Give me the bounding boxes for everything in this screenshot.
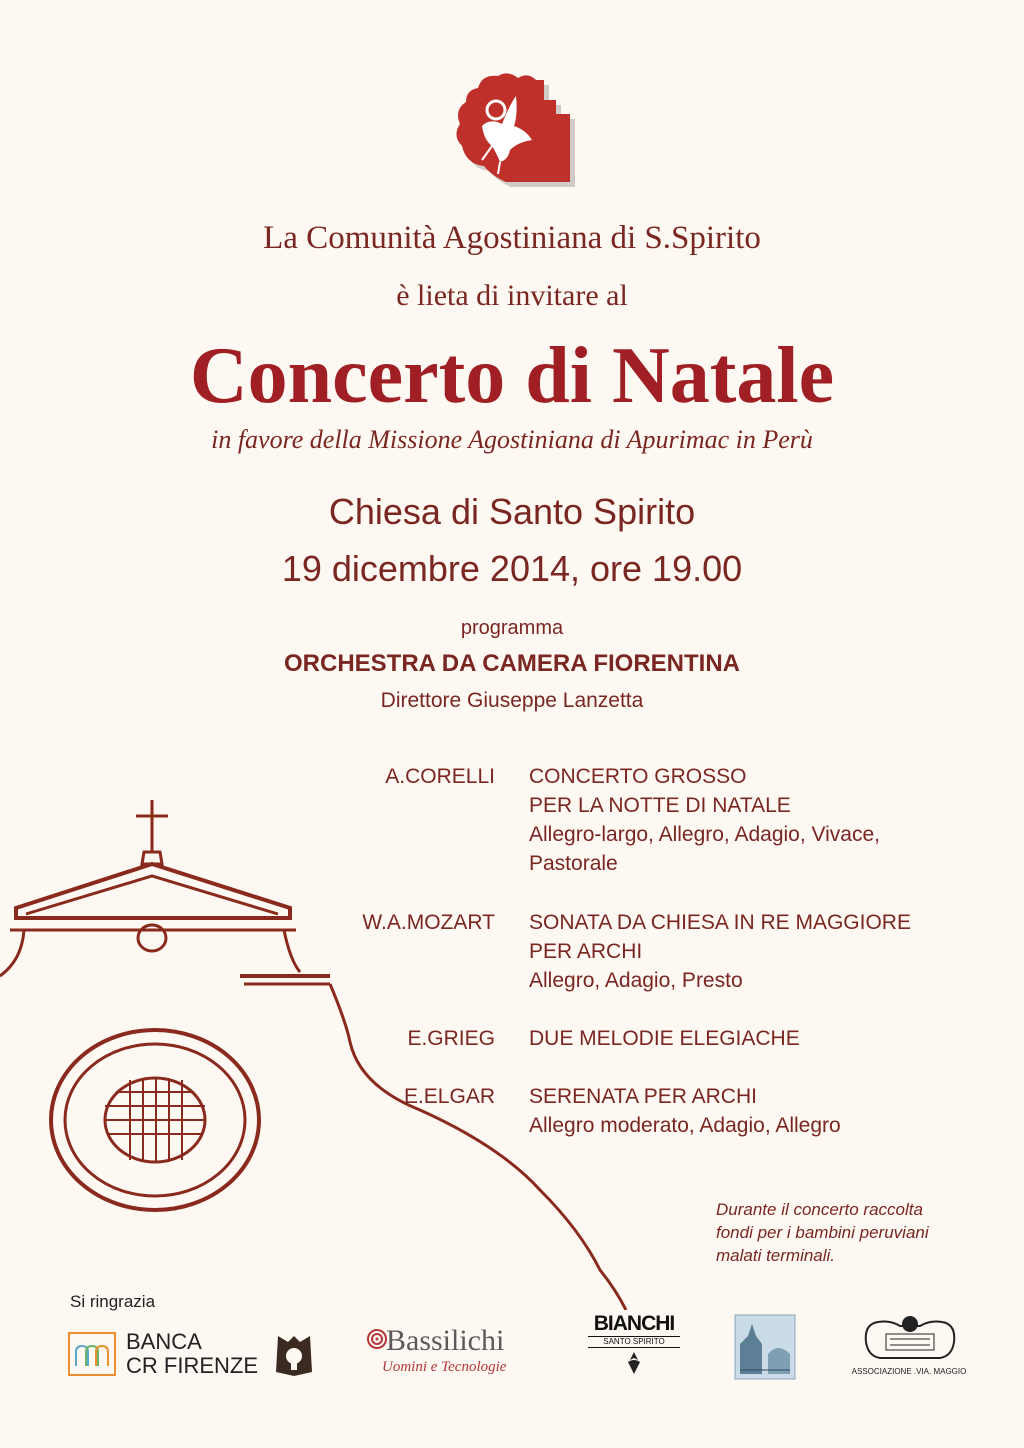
note-line: fondi per i bambini peruviani bbox=[716, 1223, 929, 1242]
piece-line: Allegro, Adagio, Presto bbox=[529, 969, 743, 992]
piece-line: Pastorale bbox=[529, 852, 618, 875]
amici-santo-spirito-logo bbox=[734, 1314, 796, 1380]
note-line: malati terminali. bbox=[716, 1246, 836, 1265]
composer-elgar: E.ELGAR bbox=[403, 1085, 495, 1108]
banca-line2: CR FIRENZE bbox=[126, 1353, 258, 1378]
composer-mozart: W.A.MOZART bbox=[362, 911, 495, 934]
piece-line: PER ARCHI bbox=[529, 940, 643, 963]
composer-corelli: A.CORELLI bbox=[385, 765, 495, 788]
foundation-crest-icon bbox=[272, 1332, 316, 1378]
piece-line: SERENATA PER ARCHI bbox=[529, 1085, 757, 1108]
piece-line: CONCERTO GROSSO bbox=[529, 765, 747, 788]
arches-icon bbox=[68, 1332, 116, 1376]
composer-grieg: E.GRIEG bbox=[407, 1027, 495, 1050]
director: Direttore Giuseppe Lanzetta bbox=[380, 689, 644, 712]
program-label: programma bbox=[460, 617, 564, 639]
banca-cr-firenze-logo bbox=[68, 1330, 318, 1382]
via-maggio-crest-icon bbox=[860, 1312, 960, 1366]
mission-subtitle: in favore della Missione Agostiniana di Apurimac in Perù bbox=[211, 425, 813, 454]
piece-line: Allegro moderato, Adagio, Allegro bbox=[529, 1114, 841, 1137]
piece-line: PER LA NOTTE DI NATALE bbox=[529, 794, 791, 817]
banca-line1: BANCA bbox=[126, 1329, 202, 1354]
associazione-via-maggio-logo bbox=[850, 1312, 968, 1382]
bassilichi-tagline: Uomini e Tecnologie bbox=[382, 1359, 507, 1375]
piece-line: DUE MELODIE ELEGIACHE bbox=[529, 1027, 800, 1050]
invite-line: è lieta di invitare al bbox=[396, 279, 628, 312]
bassilichi-logo bbox=[366, 1324, 546, 1380]
bianchi-logo bbox=[588, 1312, 680, 1382]
bianchi-sub: SANTO SPIRITO bbox=[588, 1336, 680, 1348]
page-title: Concerto di Natale bbox=[189, 332, 835, 420]
event-date: 19 dicembre 2014, ore 19.00 bbox=[281, 548, 743, 589]
piece-line: SONATA DA CHIESA IN RE MAGGIORE bbox=[529, 911, 911, 934]
piece-line: Allegro-largo, Allegro, Adagio, Vivace, bbox=[529, 823, 880, 846]
associazione-label: ASSOCIAZIONE .VIA. MAGGIO bbox=[851, 1367, 967, 1376]
community-line: La Comunità Agostiniana di S.Spirito bbox=[263, 220, 761, 256]
orchestra-name: ORCHESTRA DA CAMERA FIORENTINA bbox=[284, 650, 740, 677]
bianchi-emblem-icon bbox=[624, 1350, 644, 1376]
dove-emblem-logo bbox=[452, 70, 582, 190]
bianchi-name: BIANCHI bbox=[593, 1312, 675, 1335]
venue: Chiesa di Santo Spirito bbox=[328, 491, 696, 532]
spiral-icon bbox=[366, 1328, 388, 1350]
fundraising-note bbox=[716, 1198, 929, 1267]
note-line: Durante il concerto raccolta bbox=[716, 1200, 923, 1219]
bassilichi-name: Bassilichi bbox=[386, 1324, 505, 1357]
sponsors-label: Si ringrazia bbox=[70, 1292, 156, 1311]
